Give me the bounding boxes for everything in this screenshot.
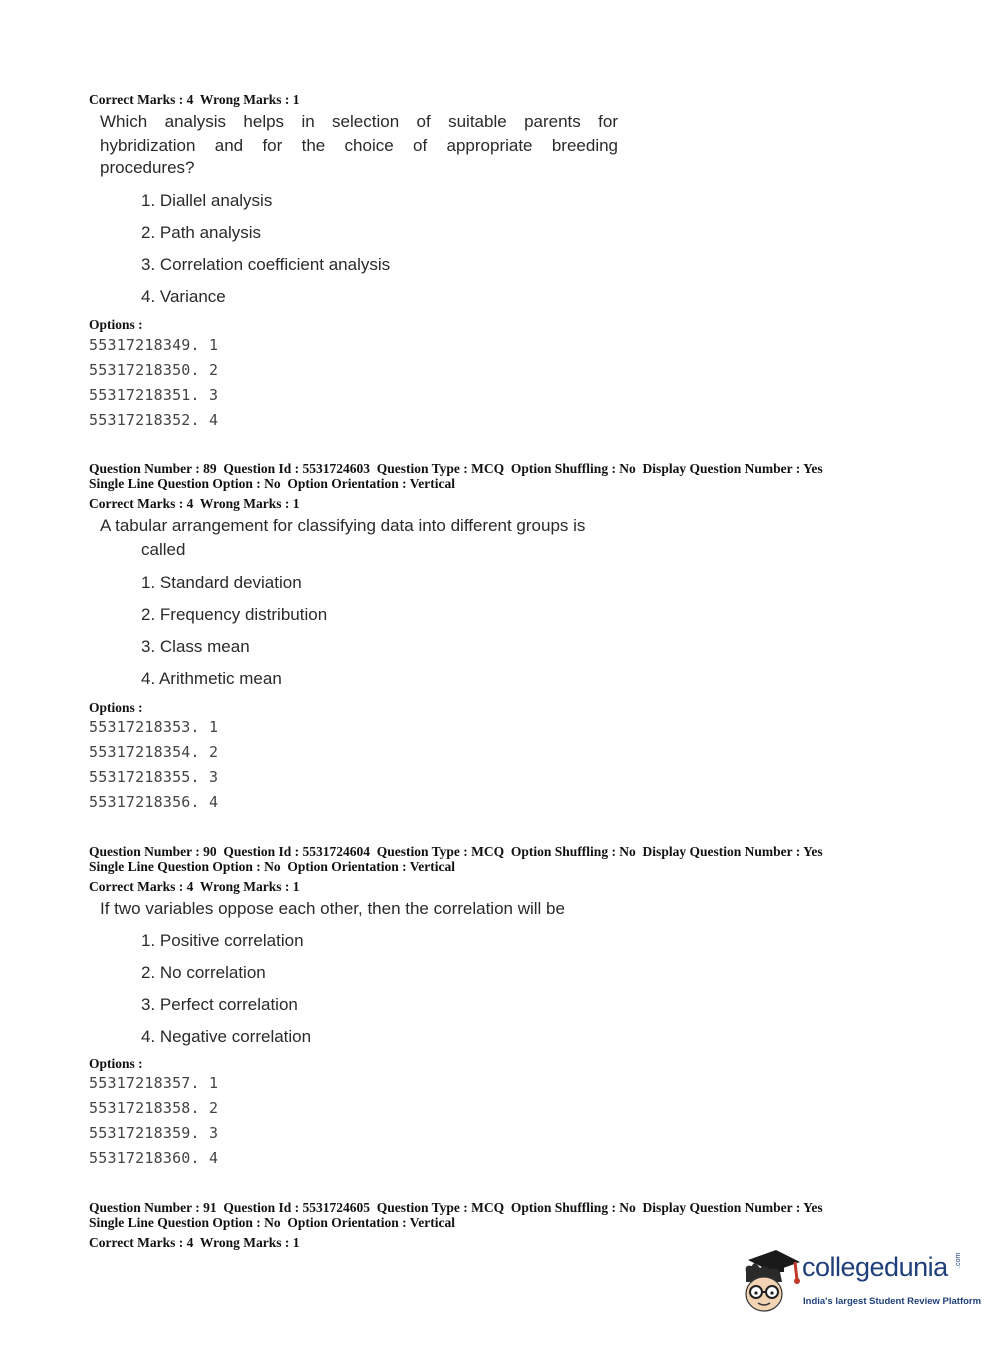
collegedunia-logo (740, 1246, 982, 1321)
q90-option-2: 2. No correlation (141, 963, 266, 982)
q88-text-last-line: procedures? (100, 158, 195, 177)
q88-text-line: hybridization and for the choice of appropriate breeding (100, 135, 618, 155)
q88-options-label: Options : (89, 317, 143, 332)
student-mascot-icon (740, 1246, 802, 1318)
q89-text-line-2: called (141, 540, 186, 559)
q88-marks: Correct Marks : 4 Wrong Marks : 1 (89, 92, 300, 107)
q89-option-id-4: 55317218356. 4 (89, 793, 219, 811)
logo-wordmark: collegedunia (802, 1252, 948, 1282)
q89-option-id-2: 55317218354. 2 (89, 743, 219, 761)
q88-option-4: 4. Variance (141, 287, 226, 306)
q90-option-id-4: 55317218360. 4 (89, 1149, 219, 1167)
q89-meta-line-1: Question Number : 89 Question Id : 5531724603 Question Type : MCQ Option Shuffling : No Display Question Number : Yes (89, 461, 823, 476)
q88-option-id-3: 55317218351. 3 (89, 386, 219, 404)
q90-option-4: 4. Negative correlation (141, 1027, 312, 1046)
q88-option-id-4: 55317218352. 4 (89, 411, 219, 429)
q88-option-1: 1. Diallel analysis (141, 191, 273, 210)
q90-marks: Correct Marks : 4 Wrong Marks : 1 (89, 879, 300, 894)
q89-options-label: Options : (89, 700, 143, 715)
q88-option-2: 2. Path analysis (141, 223, 262, 242)
q89-option-id-1: 55317218353. 1 (89, 718, 219, 736)
q90-option-id-3: 55317218359. 3 (89, 1124, 219, 1142)
q89-option-4: 4. Arithmetic mean (141, 669, 282, 688)
q90-option-3: 3. Perfect correlation (141, 995, 298, 1014)
q90-meta-line-2: Single Line Question Option : No Option Orientation : Vertical (89, 859, 456, 874)
q90-question-text: If two variables oppose each other, then the correlation will be (100, 899, 565, 918)
q89-marks: Correct Marks : 4 Wrong Marks : 1 (89, 496, 300, 511)
q91-meta-line-2: Single Line Question Option : No Option Orientation : Vertical (89, 1215, 456, 1230)
q89-option-3: 3. Class mean (141, 637, 250, 656)
q90-option-id-1: 55317218357. 1 (89, 1074, 219, 1092)
q89-option-2: 2. Frequency distribution (141, 605, 328, 624)
q88-question-text (100, 110, 618, 157)
q90-option-id-2: 55317218358. 2 (89, 1099, 219, 1117)
q90-option-1: 1. Positive correlation (141, 931, 304, 950)
q88-option-id-2: 55317218350. 2 (89, 361, 219, 379)
q89-meta-line-2: Single Line Question Option : No Option Orientation : Vertical (89, 476, 456, 491)
q90-options-label: Options : (89, 1056, 143, 1071)
q90-meta-line-1: Question Number : 90 Question Id : 5531724604 Question Type : MCQ Option Shuffling : No Display Question Number : Yes (89, 844, 823, 859)
q88-option-3: 3. Correlation coefficient analysis (141, 255, 391, 274)
q89-option-id-3: 55317218355. 3 (89, 768, 219, 786)
q91-marks: Correct Marks : 4 Wrong Marks : 1 (89, 1235, 300, 1250)
logo-tagline: India's largest Student Review Platform (803, 1296, 982, 1307)
q89-option-1: 1. Standard deviation (141, 573, 302, 592)
q88-option-id-1: 55317218349. 1 (89, 336, 219, 354)
q91-meta-line-1: Question Number : 91 Question Id : 5531724605 Question Type : MCQ Option Shuffling : No Display Question Number : Yes (89, 1200, 823, 1215)
logo-domain-suffix: .com (955, 1252, 962, 1268)
q89-text-line-1: A tabular arrangement for classifying data into different groups is (100, 516, 586, 535)
q88-text-line: Which analysis helps in selection of suitable parents for (100, 112, 618, 131)
